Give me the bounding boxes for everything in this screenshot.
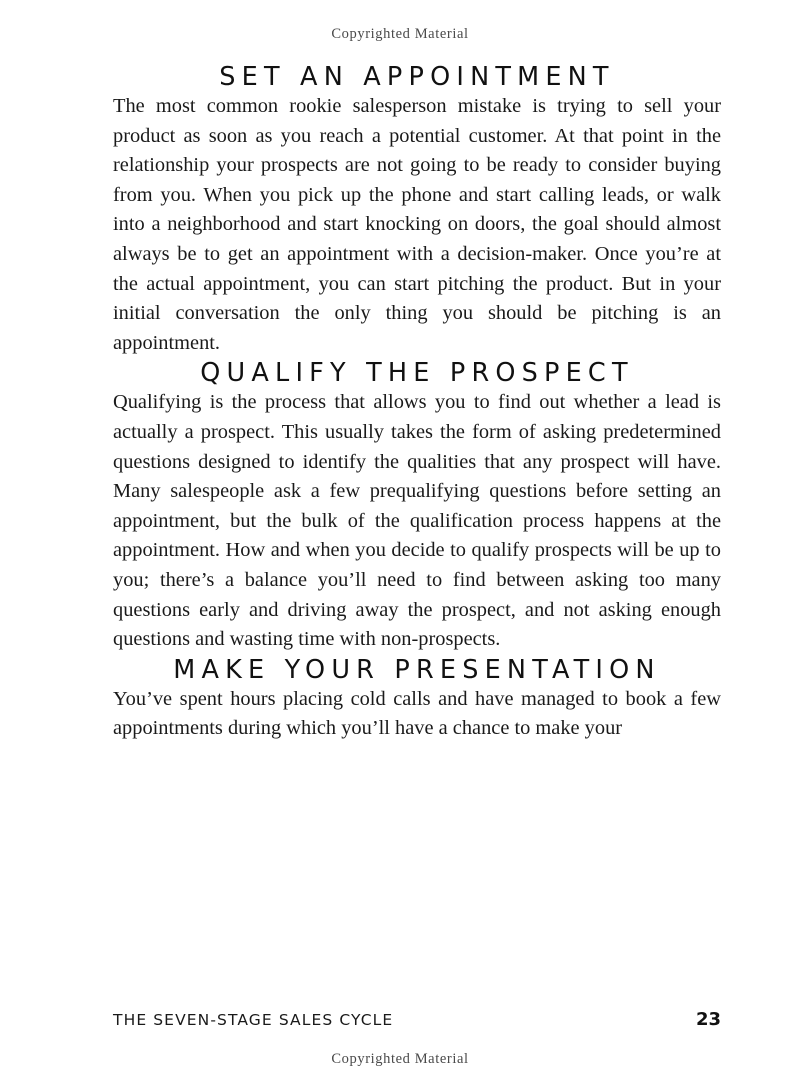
page-number: 23	[695, 1009, 721, 1030]
section-heading-qualify-the-prospect: QUALIFY THE PROSPECT	[200, 358, 634, 389]
copyright-watermark-top: Copyrighted Material	[331, 26, 469, 42]
running-head: THE SEVEN-STAGE SALES CYCLE	[113, 1011, 394, 1029]
section-paragraph-qualify-the-prospect: Qualifying is the process that allows you to find out whether a lead is actually a prospect. This usually takes the form of asking predetermined questions designed to identify the qualities that any prospect will have. Many salespeople ask a few prequalifying questions before setting an appointment, but the bulk of the qualification process happens at the appointment. How and when you decide to qualify prospects will be up to you; there’s a balance you’ll need to find between asking too many questions early and driving away the prospect, and not asking enough questions and wasting time with non-prospects.	[113, 391, 721, 651]
section-heading-make-your-presentation: MAKE YOUR PRESENTATION	[173, 654, 661, 685]
section-paragraph-set-an-appointment: The most common rookie salesperson mistake is trying to sell your product as soon as you reach a potential customer. At that point in the relationship your prospects are not going to be ready to consider buying from you. When you pick up the phone and start calling leads, or walk into a neighborhood and start knocking on doors, the goal should almost always be to get an appointment with a decision-maker. Once you’re at the actual appointment, you can start pitching the product. But in your initial conversation the only thing you should be pitching is an appointment.	[113, 95, 721, 354]
section-paragraph-make-your-presentation: You’ve spent hours placing cold calls and have managed to book a few appointments during which you’ll have a chance to make your	[113, 687, 721, 740]
page-footer	[113, 1009, 721, 1030]
copyright-watermark-bottom: Copyrighted Material	[331, 1051, 469, 1067]
page-content	[113, 62, 721, 744]
section-heading-set-an-appointment: SET AN APPOINTMENT	[219, 62, 615, 92]
